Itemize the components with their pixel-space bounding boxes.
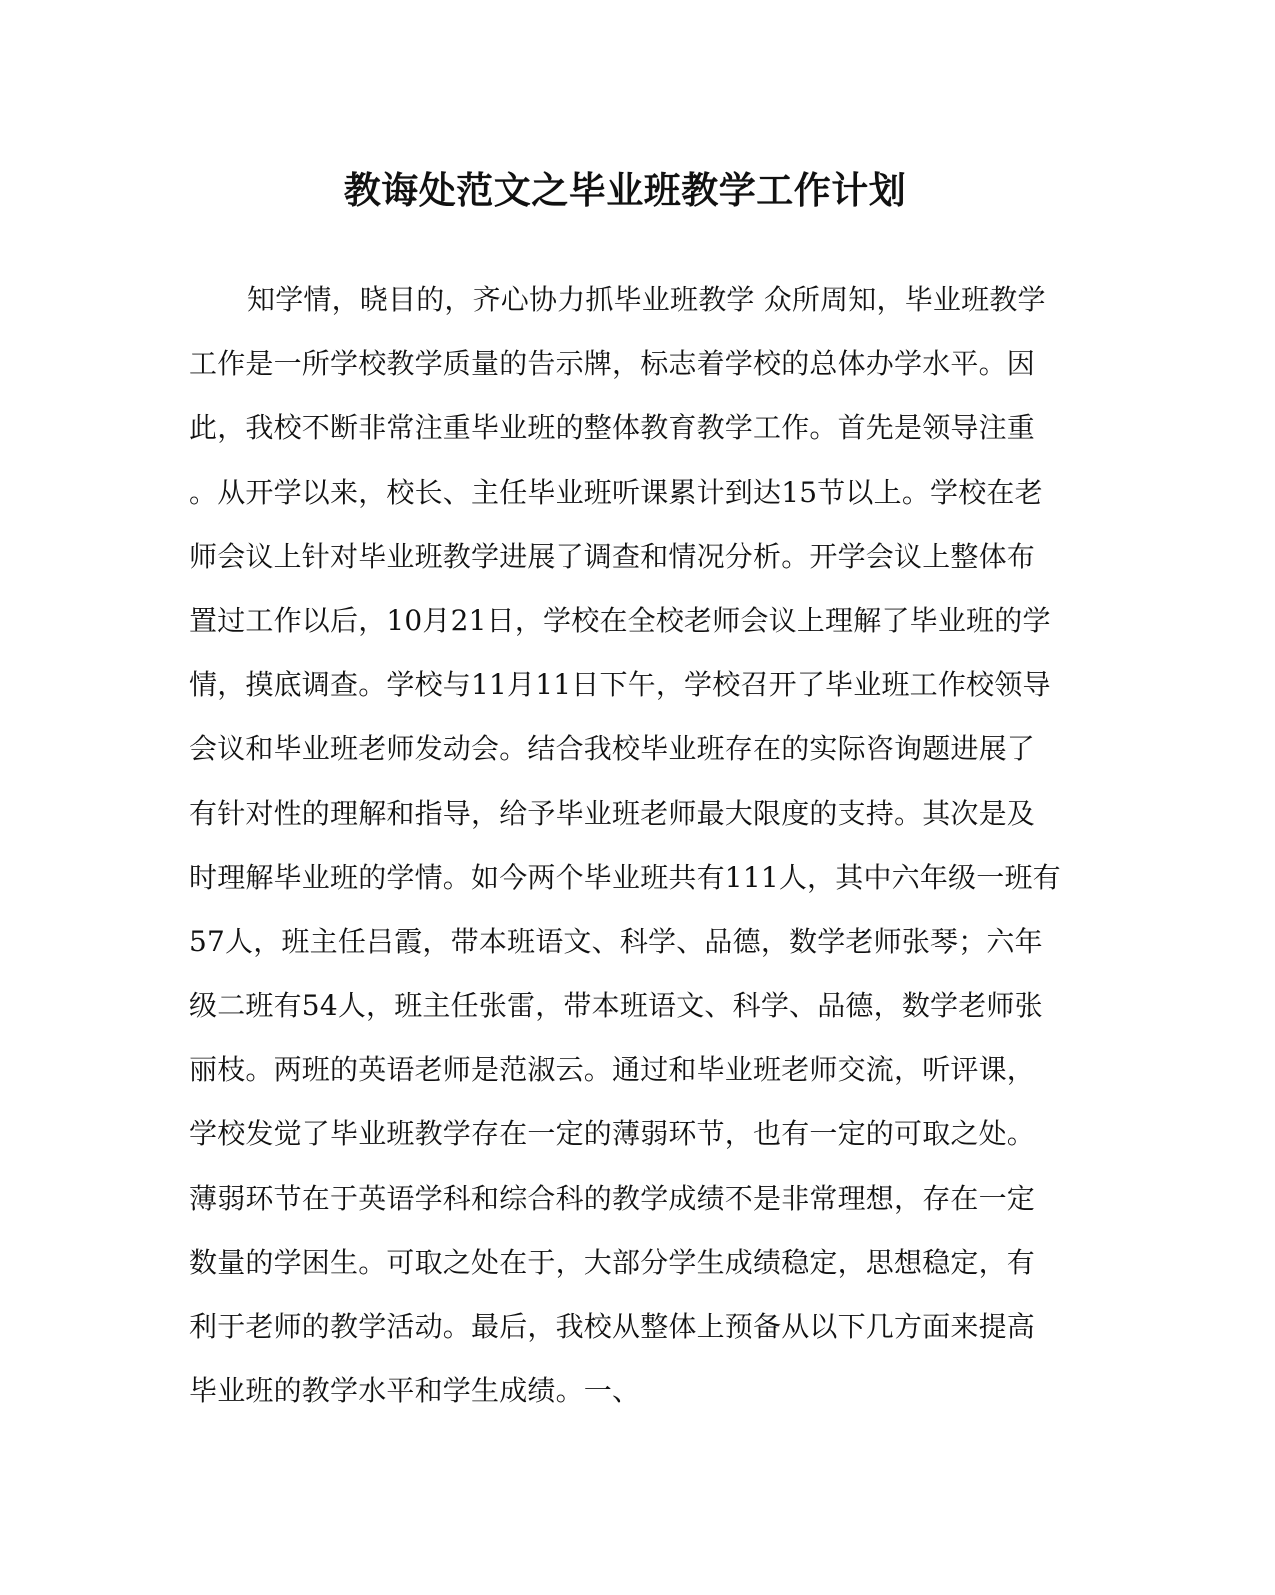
body-line: 会议和毕业班老师发动会。结合我校毕业班存在的实际咨询题进展了 [189,732,1036,766]
body-line: 薄弱环节在于英语学科和综合科的教学成绩不是非常理想，存在一定 [189,1181,1036,1215]
body-line: 学校发觉了毕业班教学存在一定的薄弱环节，也有一定的可取之处。 [189,1117,1036,1151]
body-line: 丽枝。两班的英语老师是范淑云。通过和毕业班老师交流，听评课， [189,1053,1036,1087]
body-line: 有针对性的理解和指导，给予毕业班老师最大限度的支持。其次是及 [189,796,1036,830]
body-line: 此，我校不断非常注重毕业班的整体教育教学工作。首先是领导注重 [189,411,1036,445]
body-line: 知学情，晓目的，齐心协力抓毕业班教学 众所周知，毕业班教学 [247,283,1046,316]
body-line: 情，摸底调查。学校与11月11日下午，学校召开了毕业班工作校领导 [189,668,1051,702]
document-body [189,280,1079,1435]
body-line: 数量的学困生。可取之处在于，大部分学生成绩稳定，思想稳定，有 [189,1245,1036,1279]
body-line: 级二班有54人，班主任张雷，带本班语文、科学、品德，数学老师张 [189,989,1043,1023]
body-line: 置过工作以后，10月21日，学校在全校老师会议上理解了毕业班的学 [189,603,1051,637]
body-line: 时理解毕业班的学情。如今两个毕业班共有111人，其中六年级一班有 [189,860,1061,894]
body-line: 。从开学以来，校长、主任毕业班听课累计到达15节以上。学校在老 [189,475,1043,509]
body-line: 利于老师的教学活动。最后，我校从整体上预备从以下几方面来提高 [189,1310,1036,1343]
body-line: 师会议上针对毕业班教学进展了调查和情况分析。开学会议上整体布 [189,539,1036,573]
document-title: 教诲处范文之毕业班教学工作计划 [343,168,907,212]
body-line: 工作是一所学校教学质量的告示牌，标志着学校的总体办学水平。因 [189,347,1036,381]
body-line: 毕业班的教学水平和学生成绩。一、 [189,1374,641,1408]
body-line: 57人，班主任吕霞，带本班语文、科学、品德，数学老师张琴；六年 [189,924,1043,958]
